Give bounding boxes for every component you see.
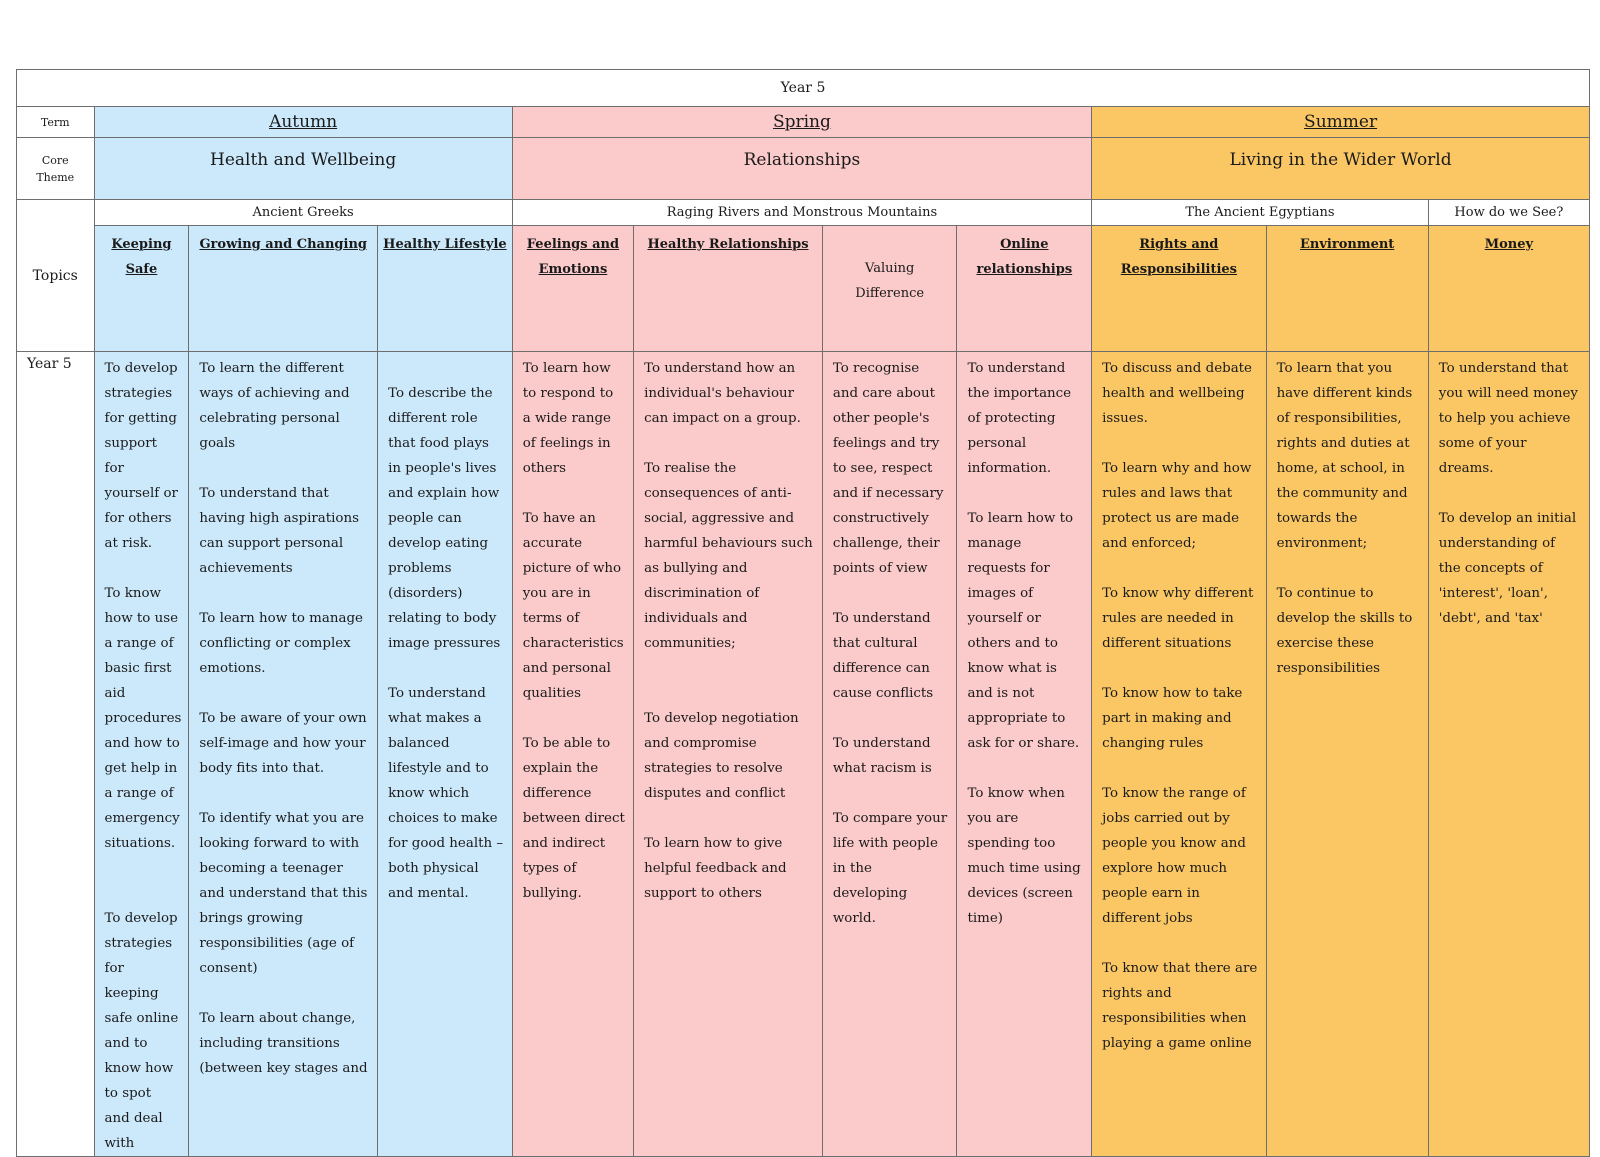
objective: To have an accurate picture of who you are in terms of characteristics and personal qualities xyxy=(522,511,624,701)
objective: To realise the consequences of anti-social, aggressive and harmful behaviours such as bullying and discrimination of individuals and communities; xyxy=(644,461,813,651)
topic-line: Responsibilities xyxy=(1120,262,1237,277)
objective: To understand the importance of protecting personal information. xyxy=(967,361,1072,476)
objective: To develop negotiation and compromise strategies to resolve disputes and conflict xyxy=(644,711,799,801)
term-autumn: Autumn xyxy=(94,107,512,138)
objective: To know that there are rights and responsibilities when playing a game online xyxy=(1102,961,1258,1051)
topic-line: Keeping xyxy=(111,237,172,252)
unit-rivers-mountains: Raging Rivers and Monstrous Mountains xyxy=(512,200,1091,226)
topic-online-relationships xyxy=(957,226,1092,352)
objective: To learn about change, including transitions (between key stages and xyxy=(199,1011,368,1076)
content-healthy-lifestyle xyxy=(378,352,513,1157)
theme-spring: Relationships xyxy=(512,138,1091,200)
theme-summer: Living in the Wider World xyxy=(1092,138,1590,200)
term-summer: Summer xyxy=(1092,107,1590,138)
objective: To develop an initial understanding of the concepts of 'interest', 'loan', 'debt', and 'tax' xyxy=(1438,511,1577,626)
content-environment xyxy=(1266,352,1428,1157)
topic-line: Growing and Changing xyxy=(199,237,368,252)
objective: To develop strategies for getting support for yourself or for others at risk. xyxy=(104,361,178,551)
topic-healthy-lifestyle xyxy=(378,226,513,352)
objective: To understand how an individual's behaviour can impact on a group. xyxy=(644,361,801,426)
theme-autumn: Health and Wellbeing xyxy=(94,138,512,200)
objective: To know why different rules are needed in different situations xyxy=(1102,586,1254,651)
objective: To continue to develop the skills to exercise these responsibilities xyxy=(1276,586,1413,676)
term-label: Term xyxy=(17,107,95,138)
core-theme-label xyxy=(17,138,95,200)
content-keeping-safe xyxy=(94,352,189,1157)
objective: To be able to explain the difference between direct and indirect types of bullying. xyxy=(522,736,625,901)
objective: To know when you are spending too much time using devices (screen time) xyxy=(967,786,1081,926)
content-growing-changing xyxy=(189,352,378,1157)
objective: To identify what you are looking forward to with becoming a teenager and understand that this brings growing responsibilities (age of consent) xyxy=(199,811,368,976)
content-valuing-difference xyxy=(822,352,957,1157)
unit-ancient-greeks: Ancient Greeks xyxy=(94,200,512,226)
objective: To understand what racism is xyxy=(832,736,932,776)
core-theme-label-line2: Theme xyxy=(36,170,75,184)
topic-line: Difference xyxy=(855,286,925,301)
topic-line: Healthy Lifestyle xyxy=(383,237,507,252)
year-label: Year 5 xyxy=(17,352,95,1157)
unit-how-do-we-see: How do we See? xyxy=(1428,200,1589,226)
topic-line: Valuing xyxy=(865,261,915,276)
objective: To learn how to give helpful feedback and support to others xyxy=(644,836,787,901)
objective: To understand what makes a balanced lifestyle and to know which choices to make for good health – both physical and mental. xyxy=(388,686,504,901)
topic-line: Rights and xyxy=(1139,237,1219,252)
objective: To know how to take part in making and changing rules xyxy=(1102,686,1243,751)
content-rights-responsibilities xyxy=(1092,352,1266,1157)
topics-label: Topics xyxy=(17,200,95,352)
objective: To develop strategies for keeping safe online and to know how to spot and deal with xyxy=(104,911,179,1151)
content-money xyxy=(1428,352,1589,1157)
topic-line: relationships xyxy=(976,262,1073,277)
topic-environment xyxy=(1266,226,1428,352)
topic-growing-changing xyxy=(189,226,378,352)
topic-line: Money xyxy=(1484,237,1534,252)
objective: To understand that having high aspirations can support personal achievements xyxy=(199,486,359,576)
year5-curriculum-table xyxy=(16,69,1590,1157)
topic-line: Environment xyxy=(1300,237,1395,252)
topic-money xyxy=(1428,226,1589,352)
topic-line: Healthy Relationships xyxy=(647,237,809,252)
objective: To understand that you will need money to help you achieve some of your dreams. xyxy=(1438,361,1578,476)
topic-valuing-difference xyxy=(822,226,957,352)
objective: To discuss and debate health and wellbeing issues. xyxy=(1102,361,1252,426)
objective: To learn that you have different kinds of responsibilities, rights and duties at home, at school, in the community and towards the environment; xyxy=(1276,361,1413,551)
content-online-relationships xyxy=(957,352,1092,1157)
objective: To know how to use a range of basic first aid procedures and how to get help in a range of emergency situations. xyxy=(104,586,182,851)
objective: To learn how to respond to a wide range of feelings in others xyxy=(522,361,614,476)
table-title: Year 5 xyxy=(17,70,1590,107)
core-theme-label-line1: Core xyxy=(41,153,69,167)
content-healthy-relationships xyxy=(634,352,823,1157)
unit-ancient-egyptians: The Ancient Egyptians xyxy=(1092,200,1429,226)
objective: To learn why and how rules and laws that protect us are made and enforced; xyxy=(1102,461,1252,551)
content-feelings-emotions xyxy=(512,352,633,1157)
topic-line: Feelings and xyxy=(526,237,620,252)
term-spring: Spring xyxy=(512,107,1091,138)
topic-line: Online xyxy=(1000,237,1049,252)
topic-healthy-relationships xyxy=(634,226,823,352)
objective: To learn the different ways of achieving and celebrating personal goals xyxy=(199,361,350,451)
objective: To compare your life with people in the developing world. xyxy=(832,811,948,926)
topic-line: Emotions xyxy=(538,262,608,277)
objective: To describe the different role that food plays in people's lives and explain how people can develop eating problems (disorders) relating to body image pressures xyxy=(388,386,501,651)
topic-keeping-safe xyxy=(94,226,189,352)
topic-feelings-emotions xyxy=(512,226,633,352)
objective: To know the range of jobs carried out by people you know and explore how much people earn in different jobs xyxy=(1102,786,1246,926)
topic-line: Safe xyxy=(125,262,158,277)
objective: To learn how to manage requests for images of yourself or others and to know what is and is not appropriate to ask for or share. xyxy=(967,511,1080,751)
objective: To understand that cultural difference can cause conflicts xyxy=(832,611,934,701)
objective: To learn how to manage conflicting or complex emotions. xyxy=(199,611,363,676)
objective: To be aware of your own self-image and how your body fits into that. xyxy=(199,711,367,776)
topic-rights-responsibilities xyxy=(1092,226,1266,352)
objective: To recognise and care about other people's feelings and try to see, respect and if necessary constructively challenge, their points of view xyxy=(832,361,944,576)
